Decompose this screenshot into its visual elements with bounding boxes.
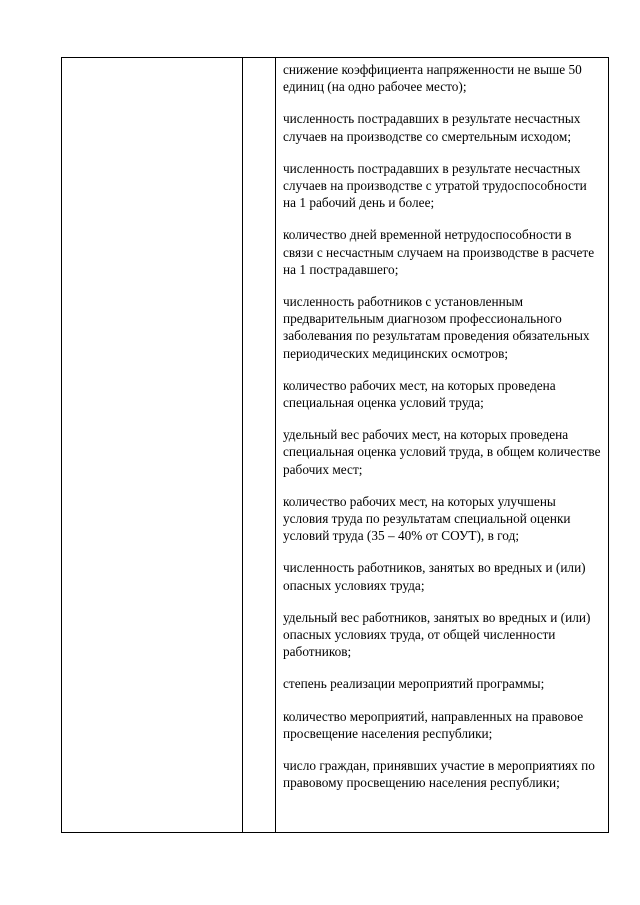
table-cell-empty-second <box>243 58 276 832</box>
indicator-paragraph: снижение коэффициента напряженности не выше 50 единиц (на одно рабочее место); <box>283 62 582 95</box>
table-cell-empty-first <box>62 58 243 832</box>
indicator-paragraph: количество рабочих мест, на которых проведена специальная оценка условий труда; <box>283 377 556 411</box>
indicator-paragraph: степень реализации мероприятий программы; <box>283 676 545 692</box>
indicator-paragraph: численность работников, занятых во вредных и (или) опасных условиях труда; <box>283 560 586 593</box>
indicator-paragraph: численность пострадавших в результате несчастных случаев на производстве со смертельным исходом; <box>283 111 581 144</box>
table-cell-indicators <box>276 58 608 832</box>
indicator-paragraph: удельный вес рабочих мест, на которых проведена специальная оценка условий труда, в общем количестве рабочих мест; <box>283 427 601 477</box>
document-table <box>61 57 609 833</box>
indicator-paragraph: численность пострадавших в результате несчастных случаев на производстве с утратой трудоспособности на 1 рабочий день и более; <box>283 160 587 211</box>
indicator-paragraph: число граждан, принявших участие в мероприятиях по правовому просвещению населения республики; <box>283 758 595 791</box>
indicator-paragraph: удельный вес работников, занятых во вредных и (или) опасных условиях труда, от общей численности работников; <box>283 609 591 660</box>
indicator-paragraph: численность работников с установленным предварительным диагнозом профессионального заболевания по результатам проведения обязательных периодических медицинских осмотров; <box>283 294 590 361</box>
indicator-paragraph: количество мероприятий, направленных на правовое просвещение населения республики; <box>283 708 584 741</box>
indicator-paragraph: количество рабочих мест, на которых улучшены условия труда по результатам специальной оценки условий труда (35 – 40% от СОУТ), в год; <box>283 493 571 544</box>
indicator-paragraph: количество дней временной нетрудоспособности в связи с несчастным случаем на производстве в расчете на 1 пострадавшего; <box>283 227 595 277</box>
